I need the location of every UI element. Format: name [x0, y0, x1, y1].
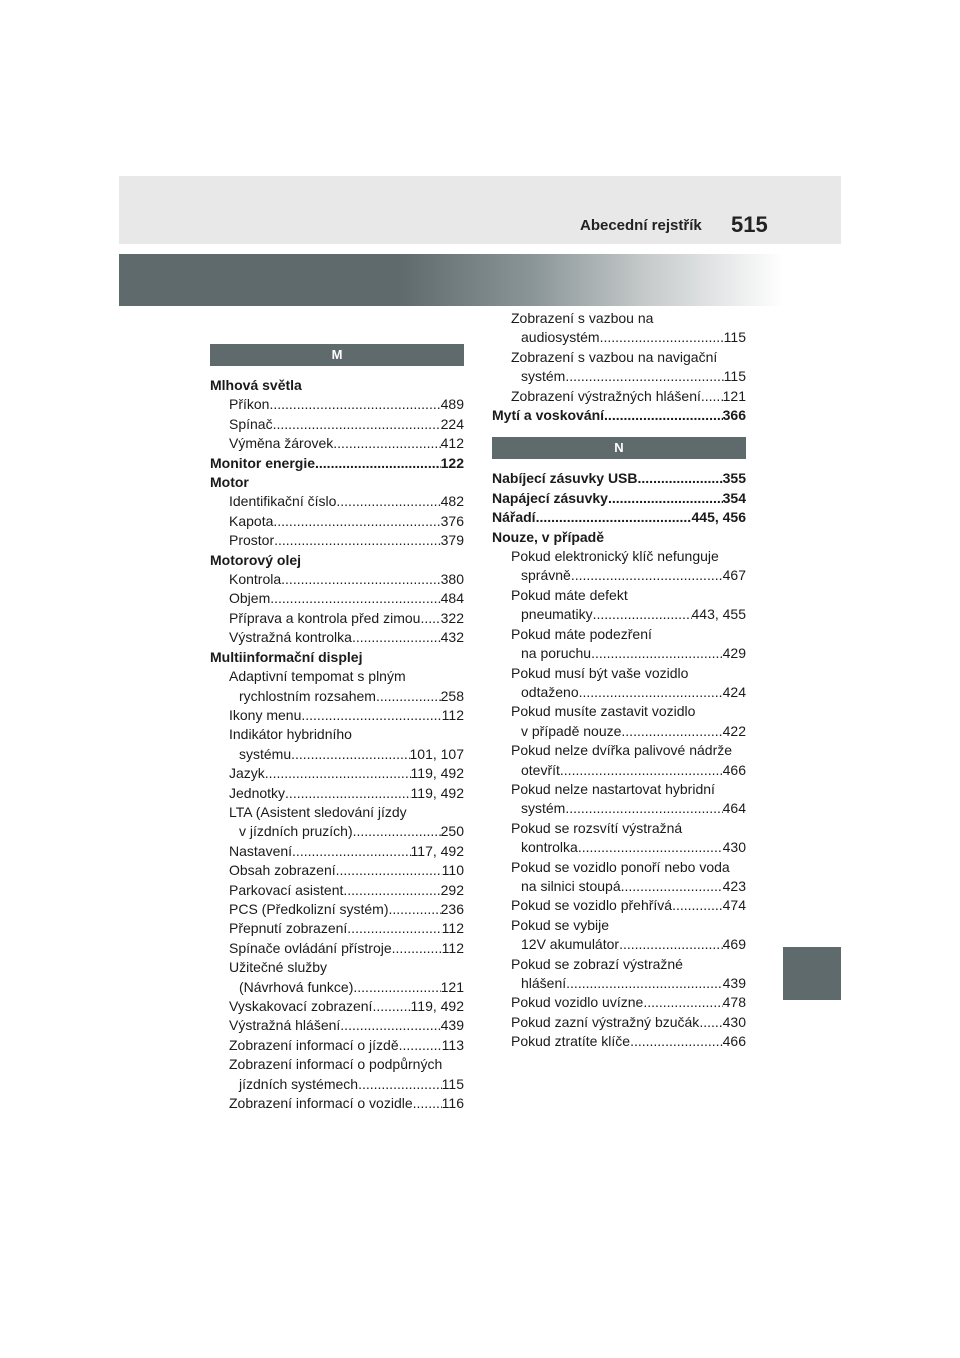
index-entry-label: na poruchu: [521, 645, 592, 662]
index-entry-page: 292: [440, 881, 464, 898]
index-entry-page: 121: [722, 387, 746, 404]
index-entry-page: 117, 492: [410, 842, 464, 859]
leader-dots: [281, 570, 440, 589]
index-entry-label: Multiinformační displej: [210, 648, 363, 665]
index-entry-page: 380: [440, 571, 464, 588]
index-entry-page: 258: [440, 687, 464, 704]
leader-dots: [333, 434, 440, 453]
index-entry: [492, 993, 746, 1012]
index-entry: [210, 1075, 464, 1094]
leader-dots: [269, 395, 440, 414]
index-entry-label: Výstražná kontrolka: [229, 629, 352, 646]
leader-dots: [560, 761, 723, 780]
leader-dots: [273, 512, 440, 531]
index-entry-label: PCS (Předkolizní systém): [229, 900, 389, 917]
leader-dots: [315, 454, 441, 473]
leader-dots: [343, 881, 440, 900]
index-entry: [492, 469, 746, 488]
leader-dots: [672, 896, 723, 915]
index-entry-page: 489: [440, 396, 464, 413]
index-entry-page: 467: [722, 567, 746, 584]
index-entry-label: Příkon: [229, 396, 270, 413]
index-entry-page: 430: [722, 1013, 746, 1030]
index-entry: [210, 667, 464, 686]
index-entry-label: Indikátor hybridního: [229, 726, 352, 743]
index-entry: [210, 589, 464, 608]
leader-dots: [413, 1094, 442, 1113]
leader-dots: [643, 993, 722, 1012]
index-entry-label: Výměna žárovek: [229, 435, 334, 452]
leader-dots: [621, 722, 722, 741]
index-entry: [210, 570, 464, 589]
index-entry-label: Zobrazení informací o podpůrných: [229, 1056, 443, 1073]
index-entry-label: Zobrazení s vazbou na: [511, 310, 654, 326]
index-entry: [492, 702, 746, 721]
index-entry: [492, 605, 746, 624]
index-entry: [210, 512, 464, 531]
index-entry: [210, 745, 464, 764]
index-entry: [210, 842, 464, 861]
index-entry-page: 115: [723, 329, 746, 346]
index-entry-page: 466: [722, 761, 746, 778]
leader-dots: [352, 628, 441, 647]
index-entry-label: Zobrazení informací o jízdě: [229, 1036, 399, 1053]
leader-dots: [336, 861, 442, 880]
index-entry-label: Objem: [229, 590, 271, 607]
index-entry: [210, 803, 464, 822]
index-entry-page: 115: [723, 368, 746, 385]
index-entry: [210, 1016, 464, 1035]
leader-dots: [699, 1013, 722, 1032]
index-entry: [210, 395, 464, 414]
leader-dots: [638, 469, 723, 488]
leader-dots: [399, 1036, 442, 1055]
index-entry-label: na silnici stoupá: [521, 877, 621, 894]
index-entry: [492, 799, 746, 818]
index-entry-label: Pokud se vybije: [511, 916, 610, 933]
leader-dots: [353, 822, 441, 841]
index-entry-label: Zobrazení výstražných hlášení: [511, 387, 701, 404]
index-entry-label: jízdních systémech: [239, 1075, 359, 1092]
index-entry-label: Zobrazení informací o vozidle: [229, 1095, 413, 1112]
index-entry: [210, 900, 464, 919]
index-entry-page: 101, 107: [409, 745, 464, 762]
index-entry: [210, 997, 464, 1016]
index-entry: [492, 547, 746, 566]
index-entry-label: systému: [239, 745, 292, 762]
index-entry-label: Přepnutí zobrazení: [229, 920, 348, 937]
index-entry: [210, 551, 464, 570]
index-entry: [210, 531, 464, 550]
index-entry: [210, 881, 464, 900]
index-entry: [492, 974, 746, 993]
index-entry-label: správně: [521, 567, 571, 584]
index-entry: [492, 916, 746, 935]
index-entry-label: otevřít: [521, 761, 560, 778]
index-entry-list: [210, 376, 464, 1113]
index-entry: [492, 387, 746, 406]
index-entry: [492, 741, 746, 760]
index-entry: [492, 367, 746, 386]
leader-dots: [372, 997, 410, 1016]
leader-dots: [630, 1032, 723, 1051]
index-entry: [492, 896, 746, 915]
index-entry-label: Nabíjecí zásuvky USB: [492, 470, 638, 487]
index-entry: [492, 508, 746, 527]
leader-dots: [566, 974, 722, 993]
leader-dots: [579, 683, 723, 702]
leader-dots: [591, 644, 723, 663]
index-entry: [210, 1036, 464, 1055]
index-entry-page: 366: [722, 407, 746, 424]
index-entry-label: Pokud se vozidlo ponoří nebo voda: [511, 858, 730, 875]
index-entry-label: Nastavení: [229, 842, 293, 859]
index-entry: [492, 955, 746, 974]
index-entry-list-continued: [492, 309, 746, 425]
index-entry-page: 122: [440, 454, 464, 471]
index-entry-label: Pokud se zobrazí výstražné: [511, 955, 683, 972]
index-entry-label: Motor: [210, 474, 249, 491]
index-entry: [492, 819, 746, 838]
index-entry-label: Kapota: [229, 512, 274, 529]
index-entry-label: Pokud ztratíte klíče: [511, 1033, 631, 1050]
index-entry: [492, 1032, 746, 1051]
leader-dots: [701, 387, 723, 406]
index-entry-page: 322: [440, 609, 464, 626]
index-entry-page: 423: [722, 877, 746, 894]
leader-dots: [291, 745, 409, 764]
index-entry-page: 119, 492: [410, 784, 464, 801]
index-entry-label: Pokud se rozsvítí výstražná: [511, 819, 683, 836]
index-entry-label: Mlhová světla: [210, 377, 302, 393]
index-entry-page: 430: [722, 839, 746, 856]
index-entry-label: Napájecí zásuvky: [492, 489, 608, 506]
index-entry: [210, 939, 464, 958]
index-entry-label: v případě nouze: [521, 722, 622, 739]
index-entry-label: Vyskakovací zobrazení: [229, 998, 373, 1014]
index-entry: [210, 687, 464, 706]
index-entry: [492, 489, 746, 508]
index-entry-page: 422: [722, 722, 746, 739]
section-header-m: M: [210, 344, 464, 366]
index-entry-label: Užitečné služby: [229, 959, 328, 976]
index-entry: [210, 1055, 464, 1074]
index-entry-label: odtaženo: [521, 683, 579, 700]
index-entry-label: Pokud elektronický klíč nefunguje: [511, 548, 719, 565]
index-entry-label: Pokud zazní výstražný bzučák: [511, 1013, 700, 1030]
index-entry-label: Jednotky: [229, 784, 286, 801]
index-column-left: [210, 344, 464, 1113]
index-entry: [210, 609, 464, 628]
index-entry-page: 439: [722, 975, 746, 991]
index-entry-label: Jazyk: [229, 765, 265, 782]
index-entry-label: Spínače ovládání přístroje: [229, 939, 392, 956]
index-entry: [492, 644, 746, 663]
index-entry-page: 379: [440, 532, 464, 549]
leader-dots: [285, 784, 410, 803]
index-entry-label: systém: [521, 800, 566, 817]
index-entry: [210, 706, 464, 725]
index-entry-label: Pokud musí být vaše vozidlo: [511, 664, 689, 681]
index-entry: [210, 492, 464, 511]
index-entry-page: 121: [440, 978, 464, 995]
index-column-right: [492, 309, 746, 1052]
index-entry: [210, 764, 464, 783]
index-entry-label: hlášení: [521, 975, 567, 991]
index-entry-label: Prostor: [229, 532, 275, 549]
leader-dots: [358, 1075, 442, 1094]
index-entry: [492, 877, 746, 896]
index-entry-label: Nářadí: [492, 509, 536, 526]
index-entry-page: 412: [440, 435, 464, 452]
index-entry-label: Parkovací asistent: [229, 881, 344, 898]
index-entry-page: 112: [441, 939, 464, 956]
index-entry-label: Spínač: [229, 415, 273, 432]
leader-dots: [353, 978, 440, 997]
index-entry-page: 478: [722, 994, 746, 1011]
leader-dots: [604, 406, 723, 425]
index-entry-label: systém: [521, 368, 566, 385]
index-entry-label: pneumatiky: [521, 606, 593, 623]
index-entry-label: 12V akumulátor: [521, 936, 620, 953]
index-entry-page: 236: [440, 900, 464, 917]
index-entry: [210, 376, 464, 395]
index-entry-label: Ikony menu: [229, 706, 302, 723]
index-entry-label: Příprava a kontrola před zimou: [229, 609, 421, 626]
section-side-tab: [783, 947, 841, 1000]
index-entry-page: 464: [722, 800, 746, 817]
leader-dots: [621, 877, 723, 896]
index-entry-page: 424: [722, 683, 746, 700]
index-entry-page: 112: [441, 706, 464, 723]
index-entry: [210, 958, 464, 977]
index-entry-page: 112: [441, 920, 464, 937]
index-entry: [492, 683, 746, 702]
index-entry-page: 445, 456: [691, 509, 746, 526]
section-header-n: N: [492, 437, 746, 459]
leader-dots: [608, 489, 723, 508]
index-entry: [492, 722, 746, 741]
index-entry-page: 354: [722, 489, 746, 506]
index-entry: [210, 725, 464, 744]
index-entry-label: Kontrola: [229, 571, 282, 588]
index-entry-label: rychlostním rozsahem: [239, 687, 376, 704]
index-entry-page: 466: [722, 1033, 746, 1050]
index-entry: [210, 628, 464, 647]
index-entry-label: Pokud máte podezření: [511, 625, 652, 642]
index-entry-label: (Návrhová funkce): [239, 978, 354, 995]
index-entry-page: 116: [441, 1095, 464, 1112]
leader-dots: [420, 609, 440, 628]
index-entry: [492, 664, 746, 683]
leader-dots: [600, 328, 724, 347]
index-entry: [210, 415, 464, 434]
index-entry-label: Pokud vozidlo uvízne: [511, 994, 644, 1011]
index-entry-page: 439: [440, 1017, 464, 1034]
leader-dots: [270, 589, 440, 608]
index-entry-label: v jízdních pruzích): [239, 823, 353, 840]
decorative-gradient-band: [119, 254, 784, 306]
page-title: Abecední rejstřík: [580, 217, 702, 234]
index-entry: [210, 919, 464, 938]
leader-dots: [347, 919, 441, 938]
index-entry-label: Obsah zobrazení: [229, 862, 336, 879]
leader-dots: [388, 900, 440, 919]
index-entry-page: 484: [440, 590, 464, 607]
index-entry: [210, 861, 464, 880]
leader-dots: [274, 531, 441, 550]
index-entry-page: 482: [440, 493, 464, 510]
index-entry: [492, 528, 746, 547]
leader-dots: [265, 764, 411, 783]
index-entry-page: 113: [441, 1036, 464, 1053]
index-entry: [492, 780, 746, 799]
leader-dots: [292, 842, 410, 861]
index-entry-label: Pokud máte defekt: [511, 586, 628, 603]
index-entry-page: 250: [440, 823, 464, 840]
index-entry: [210, 1094, 464, 1113]
index-entry: [492, 406, 746, 425]
index-entry: [492, 309, 746, 328]
leader-dots: [536, 508, 692, 527]
index-entry-page: 110: [441, 862, 464, 879]
index-entry-label: Pokud nelze nastartovat hybridní: [511, 780, 715, 797]
index-entry: [492, 328, 746, 347]
index-entry-label: Zobrazení s vazbou na navigační: [511, 348, 718, 365]
index-entry-label: Identifikační číslo: [229, 493, 337, 510]
page-number: 515: [731, 212, 768, 237]
leader-dots: [392, 939, 442, 958]
index-entry: [492, 858, 746, 877]
index-entry-page: 355: [722, 470, 746, 487]
index-entry-page: 376: [440, 512, 464, 529]
index-entry-label: Výstražná hlášení: [229, 1017, 341, 1034]
index-entry-page: 469: [722, 936, 746, 953]
index-entry-list: [492, 469, 746, 1051]
leader-dots: [340, 1016, 440, 1035]
index-entry-page: 115: [441, 1075, 464, 1092]
index-entry: [210, 648, 464, 667]
index-entry: [210, 454, 464, 473]
leader-dots: [619, 935, 723, 954]
index-entry: [492, 838, 746, 857]
index-entry: [492, 1013, 746, 1032]
index-entry-page: 119, 492: [410, 998, 464, 1014]
index-entry-label: Pokud se vozidlo přehřívá: [511, 897, 673, 914]
leader-dots: [571, 566, 723, 585]
leader-dots: [376, 687, 441, 706]
index-entry-label: Monitor energie: [210, 454, 316, 471]
index-entry-label: Mytí a voskování: [492, 407, 605, 424]
index-entry-label: Adaptivní tempomat s plným: [229, 668, 406, 685]
index-entry-page: 429: [722, 645, 746, 662]
leader-dots: [336, 492, 440, 511]
index-entry: [492, 586, 746, 605]
index-entry-label: audiosystém: [521, 329, 600, 346]
index-entry-label: Pokud musíte zastavit vozidlo: [511, 703, 696, 720]
index-entry-page: 432: [440, 629, 464, 646]
index-entry-page: 443, 455: [691, 606, 746, 623]
leader-dots: [578, 838, 723, 857]
index-entry: [210, 822, 464, 841]
leader-dots: [273, 415, 441, 434]
index-entry-label: kontrolka: [521, 839, 578, 856]
index-entry: [492, 625, 746, 644]
index-entry: [210, 784, 464, 803]
index-entry: [492, 566, 746, 585]
index-entry: [210, 473, 464, 492]
index-entry: [492, 935, 746, 954]
index-entry-label: Nouze, v případě: [492, 528, 605, 545]
leader-dots: [593, 605, 692, 624]
index-entry-label: LTA (Asistent sledování jízdy: [229, 803, 407, 820]
index-entry-page: 119, 492: [410, 765, 464, 782]
index-entry-page: 474: [722, 897, 746, 914]
index-entry: [492, 761, 746, 780]
leader-dots: [565, 799, 722, 818]
index-entry: [210, 434, 464, 453]
index-entry-page: 224: [440, 415, 464, 432]
index-entry-label: Motorový olej: [210, 551, 302, 568]
leader-dots: [565, 367, 723, 386]
leader-dots: [301, 706, 441, 725]
index-entry: [210, 978, 464, 997]
index-entry-label: Pokud nelze dvířka palivové nádrže: [511, 742, 733, 759]
index-entry: [492, 348, 746, 367]
